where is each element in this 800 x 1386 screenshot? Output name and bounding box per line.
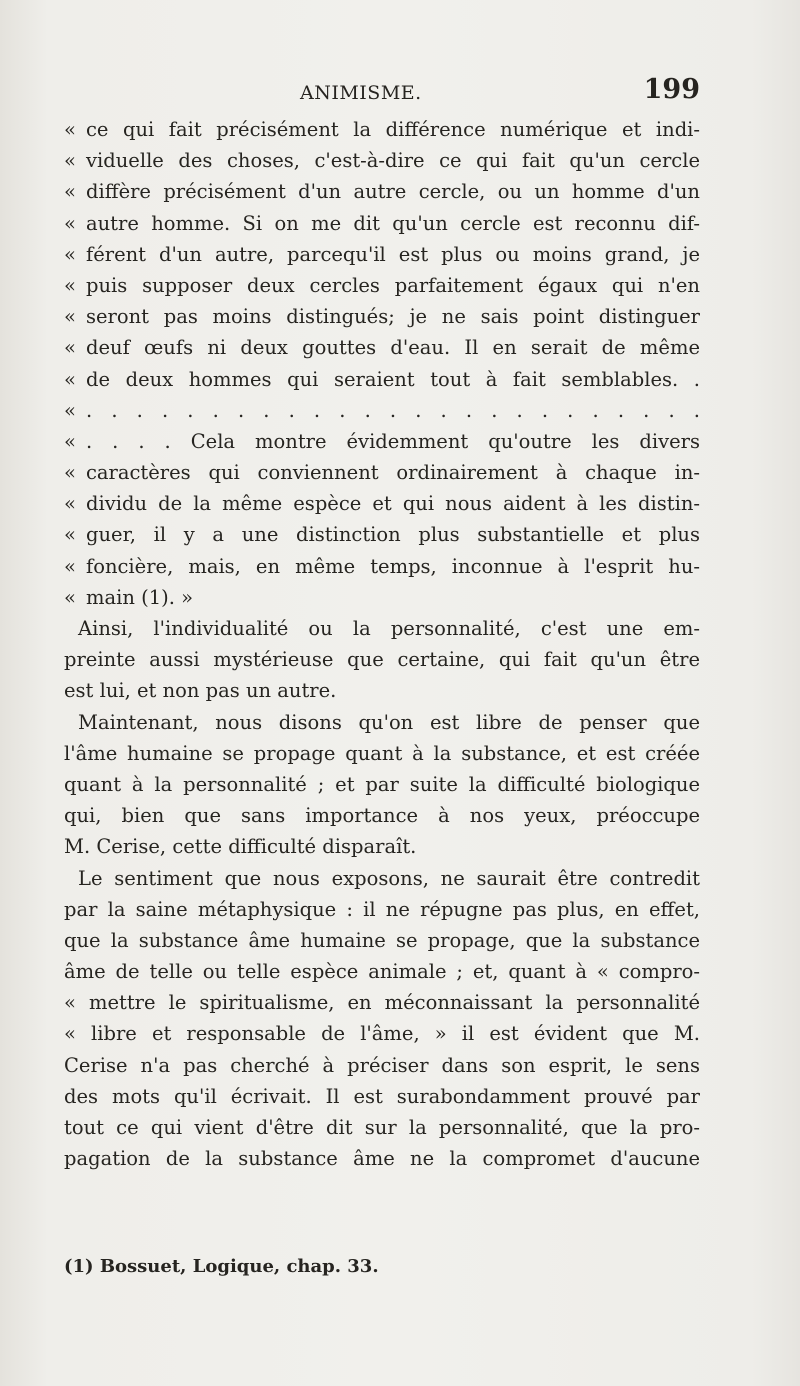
text-line bbox=[64, 675, 700, 706]
text-line bbox=[64, 176, 700, 207]
text-line bbox=[64, 1018, 700, 1049]
text-line bbox=[64, 519, 700, 550]
line-text: par la saine métaphysique : il ne répugne pas plus, en effet, bbox=[64, 897, 700, 921]
text-line bbox=[64, 769, 700, 800]
text-line bbox=[64, 1143, 700, 1174]
line-text: que la substance âme humaine se propage, que la substance bbox=[64, 928, 700, 952]
quote-mark: « bbox=[64, 554, 76, 578]
quote-mark: « bbox=[64, 305, 76, 329]
text-line bbox=[64, 582, 700, 613]
line-text: âme de telle ou telle espèce animale ; et, quant à « compro- bbox=[64, 960, 700, 984]
page-number: 199 bbox=[643, 74, 700, 105]
line-text: viduelle des choses, c'est-à-dire ce qui fait qu'un cercle bbox=[86, 149, 700, 173]
text-line bbox=[64, 332, 700, 363]
body-text bbox=[64, 114, 700, 1174]
line-text: des mots qu'il écrivait. Il est surabondamment prouvé par bbox=[64, 1084, 700, 1108]
text-line bbox=[64, 301, 700, 332]
text-line bbox=[64, 707, 700, 738]
text-line bbox=[64, 831, 700, 862]
line-text: diffère précisément d'un autre cercle, ou un homme d'un bbox=[86, 180, 700, 204]
line-text: quant à la personnalité ; et par suite la difficulté biologique bbox=[64, 772, 700, 796]
quote-mark: « bbox=[64, 461, 76, 485]
line-text: main (1). » bbox=[86, 585, 194, 609]
line-text: puis supposer deux cercles parfaitement égaux qui n'en bbox=[86, 273, 700, 297]
text-line bbox=[64, 239, 700, 270]
text-line bbox=[64, 738, 700, 769]
line-text: dividu de la même espèce et qui nous aident à les distin- bbox=[86, 492, 700, 516]
line-text: guer, il y a une distinction plus substantielle et plus bbox=[86, 523, 700, 547]
line-text: pagation de la substance âme ne la compromet d'aucune bbox=[64, 1147, 700, 1171]
text-line bbox=[64, 270, 700, 301]
text-line bbox=[64, 114, 700, 145]
line-text: l'âme humaine se propage quant à la substance, et est créée bbox=[64, 741, 700, 765]
quote-mark: « bbox=[64, 273, 76, 297]
line-text: Maintenant, nous disons qu'on est libre de penser que bbox=[78, 710, 700, 734]
page-header bbox=[60, 74, 700, 114]
text-line bbox=[64, 644, 700, 675]
line-text: M. Cerise, cette difficulté disparaît. bbox=[64, 835, 417, 859]
text-line bbox=[64, 488, 700, 519]
line-text: . . . . Cela montre évidemment qu'outre les divers bbox=[86, 429, 700, 453]
quote-mark: « bbox=[64, 398, 76, 422]
text-line bbox=[64, 613, 700, 644]
line-text: preinte aussi mystérieuse que certaine, qui fait qu'un être bbox=[64, 648, 700, 672]
text-line bbox=[64, 457, 700, 488]
running-title: ANIMISME. bbox=[300, 82, 422, 104]
quote-mark: « bbox=[64, 180, 76, 204]
quote-mark: « bbox=[64, 585, 76, 609]
line-text: qui, bien que sans importance à nos yeux, préoccupe bbox=[64, 804, 700, 828]
line-text: de deux hommes qui seraient tout à fait semblables. . bbox=[86, 367, 700, 391]
line-text: autre homme. Si on me dit qu'un cercle est reconnu dif- bbox=[86, 211, 700, 235]
text-line bbox=[64, 956, 700, 987]
text-line bbox=[64, 1050, 700, 1081]
quote-mark: « bbox=[64, 336, 76, 360]
quote-mark: « bbox=[64, 523, 76, 547]
quote-mark: « bbox=[64, 211, 76, 235]
line-text: . . . . . . . . . . . . . . . . . . . . . . . . . bbox=[86, 398, 700, 422]
text-line bbox=[64, 426, 700, 457]
line-text: Ainsi, l'individualité ou la personnalité, c'est une em- bbox=[78, 617, 700, 640]
line-text: « mettre le spiritualisme, en méconnaissant la personnalité bbox=[64, 991, 700, 1015]
line-text: deuf œufs ni deux gouttes d'eau. Il en serait de même bbox=[86, 336, 700, 360]
quote-mark: « bbox=[64, 429, 76, 453]
line-text: caractères qui conviennent ordinairement à chaque in- bbox=[86, 461, 700, 485]
ellipsis-line bbox=[64, 395, 700, 426]
quote-mark: « bbox=[64, 118, 76, 141]
text-line bbox=[64, 800, 700, 831]
quote-mark: « bbox=[64, 492, 76, 516]
quote-mark: « bbox=[64, 242, 76, 266]
text-line bbox=[64, 863, 700, 894]
line-text: tout ce qui vient d'être dit sur la personnalité, que la pro- bbox=[64, 1116, 700, 1139]
line-text: férent d'un autre, parcequ'il est plus ou moins grand, je bbox=[86, 242, 700, 266]
text-line bbox=[64, 208, 700, 239]
text-line bbox=[64, 925, 700, 956]
text-line bbox=[64, 894, 700, 925]
quote-mark: « bbox=[64, 367, 76, 391]
line-text: foncière, mais, en même temps, inconnue à l'esprit hu- bbox=[86, 554, 700, 578]
text-line bbox=[64, 145, 700, 176]
text-line bbox=[64, 364, 700, 395]
text-line bbox=[64, 1112, 700, 1143]
line-text: Le sentiment que nous exposons, ne saurait être contredit bbox=[78, 866, 700, 890]
text-line bbox=[64, 1081, 700, 1112]
line-text: ce qui fait précisément la différence numérique et indi- bbox=[86, 118, 700, 141]
line-text: Cerise n'a pas cherché à préciser dans son esprit, le sens bbox=[64, 1053, 700, 1077]
line-text: seront pas moins distingués; je ne sais point distinguer bbox=[86, 305, 700, 329]
text-line bbox=[64, 551, 700, 582]
quote-mark: « bbox=[64, 149, 76, 173]
line-text: « libre et responsable de l'âme, » il est évident que M. bbox=[64, 1022, 700, 1046]
text-line bbox=[64, 987, 700, 1018]
line-text: est lui, et non pas un autre. bbox=[64, 679, 337, 703]
footnote: (1) Bossuet, Logique, chap. 33. bbox=[64, 1256, 379, 1277]
